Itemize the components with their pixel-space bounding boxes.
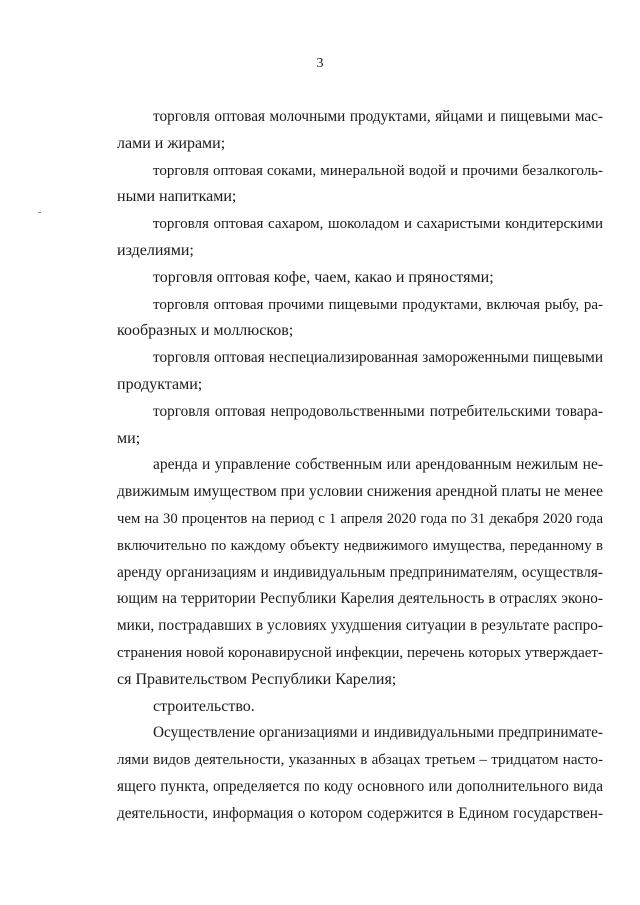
body-text xyxy=(117,104,603,828)
text-line: торговля оптовая неспециализированная замороженными пищевыми xyxy=(153,349,603,367)
text-line: ящего пункта, определяется по коду основного или дополнительного вида xyxy=(117,777,603,795)
text-line: торговля оптовая кофе, чаем, какао и пряностями; xyxy=(153,268,494,286)
text-line: торговля оптовая прочими пищевыми продуктами, включая рыбу, ра- xyxy=(153,296,603,313)
text-line: кообразных и моллюсков; xyxy=(117,322,294,340)
text-line: ными напитками; xyxy=(117,188,237,206)
text-line: аренда и управление собственным или арендованным нежилым не- xyxy=(153,456,603,474)
text-line: Осуществление организациями и индивидуальными предпринимате- xyxy=(153,724,603,742)
margin-mark xyxy=(38,212,41,213)
text-line: продуктами; xyxy=(117,375,203,393)
text-line: ми; xyxy=(117,429,141,447)
text-line: мики, пострадавших в условиях ухудшения ситуации в результате распро- xyxy=(117,617,603,635)
text-line: лями видов деятельности, указанных в абзацах третьем – тридцатом насто- xyxy=(117,752,603,769)
text-line: торговля оптовая соками, минеральной водой и прочими безалкоголь- xyxy=(153,162,603,179)
text-line: чем на 30 процентов на период с 1 апреля 2020 года по 31 декабря 2020 года xyxy=(117,510,603,527)
text-line: изделиями; xyxy=(117,241,194,259)
text-line: странения новой коронавирусной инфекции, перечень которых утверждает- xyxy=(117,644,603,661)
text-line: ся Правительством Республики Карелия; xyxy=(117,670,397,688)
text-line: торговля оптовая сахаром, шоколадом и сахаристыми кондитерскими xyxy=(153,216,603,233)
text-line: торговля оптовая непродовольственными потребительскими товара- xyxy=(153,402,603,420)
text-line: торговля оптовая молочными продуктами, яйцами и пищевыми мас- xyxy=(153,108,603,125)
text-line: включительно по каждому объекту недвижимого имущества, переданному в xyxy=(117,537,603,554)
text-line: аренду организациям и индивидуальным предпринимателям, осуществля- xyxy=(117,563,603,581)
text-line: ющим на территории Республики Карелия деятельность в отраслях эконо- xyxy=(117,590,603,608)
text-line: движимым имуществом при условии снижения арендной платы не менее xyxy=(117,483,603,501)
text-line: деятельности, информация о котором содержится в Едином государствен- xyxy=(117,804,603,822)
text-line: строительство. xyxy=(153,697,255,715)
page-number: 3 xyxy=(316,56,324,71)
text-line: лами и жирами; xyxy=(117,134,226,152)
